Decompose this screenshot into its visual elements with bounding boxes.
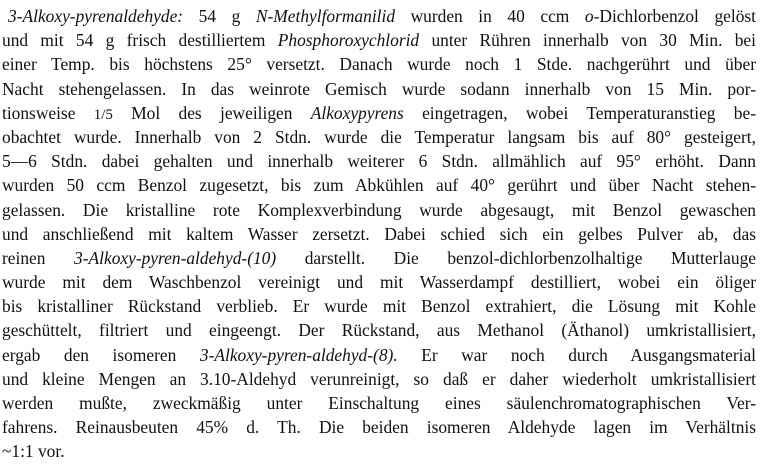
text-line [2, 367, 756, 391]
text-line [2, 318, 756, 342]
text-line [2, 294, 756, 318]
text-run: wurden 50 ccm Benzol zugesetzt, bis zum Abkühlen auf 40° gerührt und über Nacht stehen- [2, 175, 756, 196]
text-run: bis kristalliner Rückstand verblieb. Er wurde mit Benzol extrahiert, die Lösung mit Kohle [2, 296, 756, 317]
text-run: wurden in 40 ccm [395, 6, 585, 26]
text-run: tionsweise [2, 102, 94, 123]
text-line [2, 149, 756, 173]
text-line [2, 198, 756, 222]
text-line [2, 125, 756, 149]
text-run: Nacht stehengelassen. In das weinrote Gemisch wurde sodann innerhalb von 15 Min. por- [2, 78, 756, 99]
text-line [2, 77, 756, 101]
text-line [2, 343, 756, 367]
text-run: werden mußte, zweckmäßig unter Einschaltung eines säulenchromatographischen Ver- [2, 393, 756, 413]
text-run: 54 g [183, 6, 256, 26]
text-run: unter Rühren innerhalb von 30 Min. bei [419, 30, 756, 51]
text-run: reinen [2, 247, 75, 268]
text-line [2, 52, 756, 76]
text-run: wurde mit dem Waschbenzol vereinigt und mit Wasserdampf destilliert, wobei ein öliger [2, 272, 756, 293]
text-line [2, 101, 756, 125]
italic-text-run: 3-Alkoxy-pyrenaldehyde: [8, 6, 184, 26]
text-run: eingetragen, wobei Temperaturanstieg be- [403, 102, 756, 123]
text-line [2, 4, 756, 28]
text-line [2, 270, 756, 294]
italic-text-run: Alkoxypyrens [310, 102, 404, 123]
text-run: und anschließend mit kaltem Wasser zersetzt. Dabei schied sich ein gelbes Pulver ab, das [2, 223, 756, 244]
text-run: gelassen. Die kristalline rote Komplexverbindung wurde abgesaugt, mit Benzol gewaschen [2, 199, 756, 220]
text-run: obachtet wurde. Innerhalb von 2 Stdn. wurde die Temperatur langsam bis auf 80° gesteigert, [2, 126, 756, 147]
text-run: -Dichlorbenzol gelöst [593, 6, 756, 26]
text-run: fahrens. Reinausbeuten 45% d. Th. Die beiden isomeren Aldehyde lagen im Verhältnis [2, 417, 756, 438]
text-run: ~1:1 vor. [2, 441, 65, 462]
text-line [2, 391, 756, 415]
text-line [2, 28, 756, 52]
text-run: 5—6 Stdn. dabei gehalten und innerhalb weiterer 6 Stdn. allmählich auf 95° erhöht. Dann [2, 151, 756, 172]
text-run: 1/5 [93, 106, 113, 123]
text-run: Er war noch durch Ausgangsmaterial [397, 344, 756, 365]
text-run: und mit 54 g frisch destilliertem [2, 30, 278, 51]
italic-text-run: N-Methylformanilid [255, 6, 396, 26]
text-line [2, 222, 756, 246]
text-line [2, 439, 756, 463]
text-run: ergab den isomeren [2, 344, 200, 365]
text-line [2, 246, 756, 270]
text-line [2, 173, 756, 197]
text-run: darstellt. Die benzol-dichlorbenzolhaltige Mutterlauge [276, 247, 756, 268]
paragraph-body [2, 4, 756, 464]
text-run: einer Temp. bis höchstens 25° versetzt. Danach wurde noch 1 Stde. nachgerührt und über [2, 54, 756, 75]
italic-text-run: 3-Alkoxy-pyren-aldehyd-(10) [74, 247, 277, 268]
text-line [2, 415, 756, 439]
text-run: geschüttelt, filtriert und eingeengt. Der Rückstand, aus Methanol (Äthanol) umkristallisiert, [2, 320, 756, 341]
italic-text-run: Phosphoroxychlorid [277, 30, 420, 51]
text-run: Mol des jeweiligen [112, 102, 311, 123]
text-run: und kleine Mengen an 3.10-Aldehyd verunreinigt, so daß er daher wiederholt umkristallisiert [2, 368, 756, 389]
italic-text-run: 3-Alkoxy-pyren-aldehyd-(8). [199, 344, 398, 365]
italic-text-run: o [584, 6, 594, 26]
